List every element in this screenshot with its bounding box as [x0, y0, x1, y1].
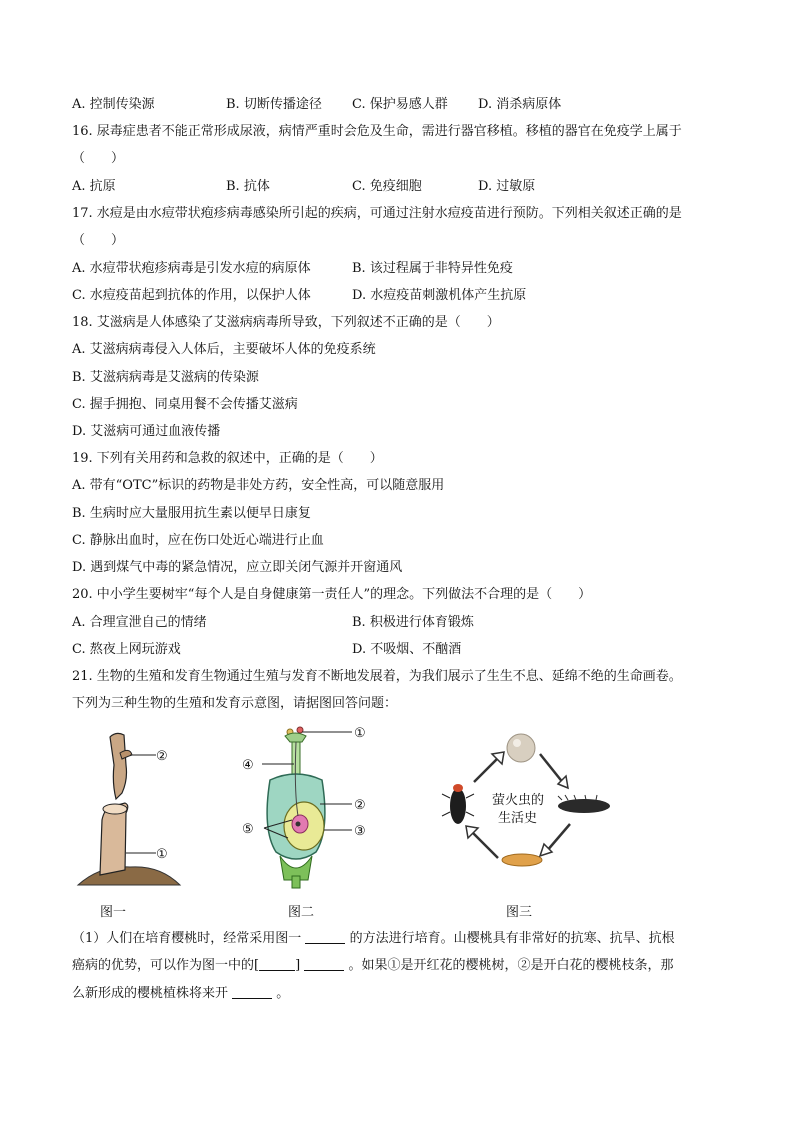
- q21-sub1-text-f: 么新形成的樱桃植株将来开: [72, 986, 229, 1001]
- figure-2-pistil: [240, 720, 380, 892]
- q15-option-d: D. 消杀病原体: [478, 97, 562, 112]
- figure-3-caption: 图三: [506, 905, 533, 920]
- q21-sub1-line2: [72, 956, 673, 975]
- larva-shape: [558, 795, 610, 813]
- egg-shape: [507, 734, 535, 762]
- q16-option-b: B. 抗体: [226, 179, 270, 194]
- figure-1-caption: 图一: [100, 905, 127, 920]
- scion-shape: [110, 733, 127, 799]
- q21-sub1-text-e: 。如果①是开红花的樱桃树，②是开白花的樱桃枝条，那: [348, 958, 674, 973]
- q21-sub1-text-d: ]: [295, 958, 301, 973]
- q21-sub1-line1: [72, 929, 675, 948]
- answer-blank-4[interactable]: [232, 984, 272, 999]
- adult-firefly-shape: [442, 784, 474, 824]
- pupa-shape: [502, 854, 542, 866]
- q21-stem-line1: 21. 生物的生殖和发育生物通过生殖与发育不断地发展着，为我们展示了生生不息、延绵不绝的生命画卷。: [72, 669, 682, 684]
- q15-option-c: C. 保护易感人群: [352, 97, 448, 112]
- q20-option-c: C. 熬夜上网玩游戏: [72, 642, 181, 657]
- q15-option-a: A. 控制传染源: [72, 97, 155, 112]
- fig2-label-3: ③: [354, 824, 366, 839]
- soil-shape: [78, 867, 180, 885]
- q20-option-d: D. 不吸烟、不酗酒: [352, 642, 462, 657]
- q17-option-d: D. 水痘疫苗刺激机体产生抗原: [352, 288, 527, 303]
- q19-option-d: D. 遇到煤气中毒的紧急情况，应立即关闭气源并开窗通风: [72, 560, 403, 575]
- answer-blank-3[interactable]: [304, 956, 344, 971]
- q17-option-b: B. 该过程属于非特异性免疫: [352, 261, 513, 276]
- q21-sub1-line3: [72, 984, 289, 1003]
- figure-2-caption: 图二: [288, 905, 315, 920]
- q21-sub1-text-b: 的方法进行培育。山樱桃具有非常好的抗寒、抗旱、抗根: [349, 931, 675, 946]
- q16-stem: 16. 尿毒症患者不能正常形成尿液，病情严重时会危及生命，需进行器官移植。移植的器官在免疫学上属于: [72, 124, 682, 139]
- fig2-label-1: ①: [354, 726, 366, 741]
- q18-option-a: A. 艾滋病病毒侵入人体后，主要破坏人体的免疫系统: [72, 342, 376, 357]
- q18-option-d: D. 艾滋病可通过血液传播: [72, 424, 221, 439]
- q18-stem: 18. 艾滋病是人体感染了艾滋病病毒所导致，下列叙述不正确的是（ ）: [72, 315, 500, 330]
- q17-option-a: A. 水痘带状疱疹病毒是引发水痘的病原体: [72, 261, 311, 276]
- q18-option-c: C. 握手拥抱、同桌用餐不会传播艾滋病: [72, 397, 298, 412]
- answer-blank-1[interactable]: [305, 929, 345, 944]
- q19-option-b: B. 生病时应大量服用抗生素以便早日康复: [72, 506, 311, 521]
- q17-answer-paren: （ ）: [72, 233, 125, 248]
- fig3-center-line2: 生活史: [498, 811, 538, 826]
- q15-option-b: B. 切断传播途径: [226, 97, 322, 112]
- figure-3-life-cycle: [436, 728, 616, 878]
- q18-option-b: B. 艾滋病病毒是艾滋病的传染源: [72, 370, 259, 385]
- q16-option-a: A. 抗原: [72, 179, 116, 194]
- q19-option-a: A. 带有“OTC”标识的药物是非处方药，安全性高，可以随意服用: [72, 478, 445, 493]
- q21-stem-line2: 下列为三种生物的生殖和发育示意图，请据图回答问题：: [72, 696, 398, 711]
- q21-sub1-text-c: 癌病的优势，可以作为图一中的[: [72, 958, 260, 973]
- fig2-label-5: ⑤: [242, 822, 254, 837]
- q16-option-c: C. 免疫细胞: [352, 179, 422, 194]
- q16-answer-paren: （ ）: [72, 151, 125, 166]
- fig1-label-scion: ②: [156, 749, 168, 764]
- figure-1-grafting: [70, 725, 190, 895]
- rootstock-cut-top: [103, 804, 127, 814]
- q21-sub1-text-a: （1）人们在培育樱桃时，经常采用图一: [72, 931, 302, 946]
- fig2-label-2: ②: [354, 798, 366, 813]
- answer-blank-2[interactable]: [259, 956, 295, 971]
- q17-option-c: C. 水痘疫苗起到抗体的作用，以保护人体: [72, 288, 311, 303]
- fig2-label-4: ④: [242, 758, 254, 773]
- fig1-label-stock: ①: [156, 847, 168, 862]
- fig3-center-line1: 萤火虫的: [492, 793, 545, 808]
- q17-stem: 17. 水痘是由水痘带状疱疹病毒感染所引起的疾病，可通过注射水痘疫苗进行预防。下列相关叙述正确的是: [72, 206, 682, 221]
- q20-stem: 20. 中小学生要树牢“每个人是自身健康第一责任人”的理念。下列做法不合理的是（ ）: [72, 587, 592, 602]
- q19-option-c: C. 静脉出血时，应在伤口处近心端进行止血: [72, 533, 324, 548]
- q21-sub1-text-g: 。: [276, 986, 290, 1001]
- q20-option-b: B. 积极进行体育锻炼: [352, 615, 474, 630]
- q19-stem: 19. 下列有关用药和急救的叙述中，正确的是（ ）: [72, 451, 383, 466]
- q16-option-d: D. 过敏原: [478, 179, 536, 194]
- q20-option-a: A. 合理宣泄自己的情绪: [72, 615, 207, 630]
